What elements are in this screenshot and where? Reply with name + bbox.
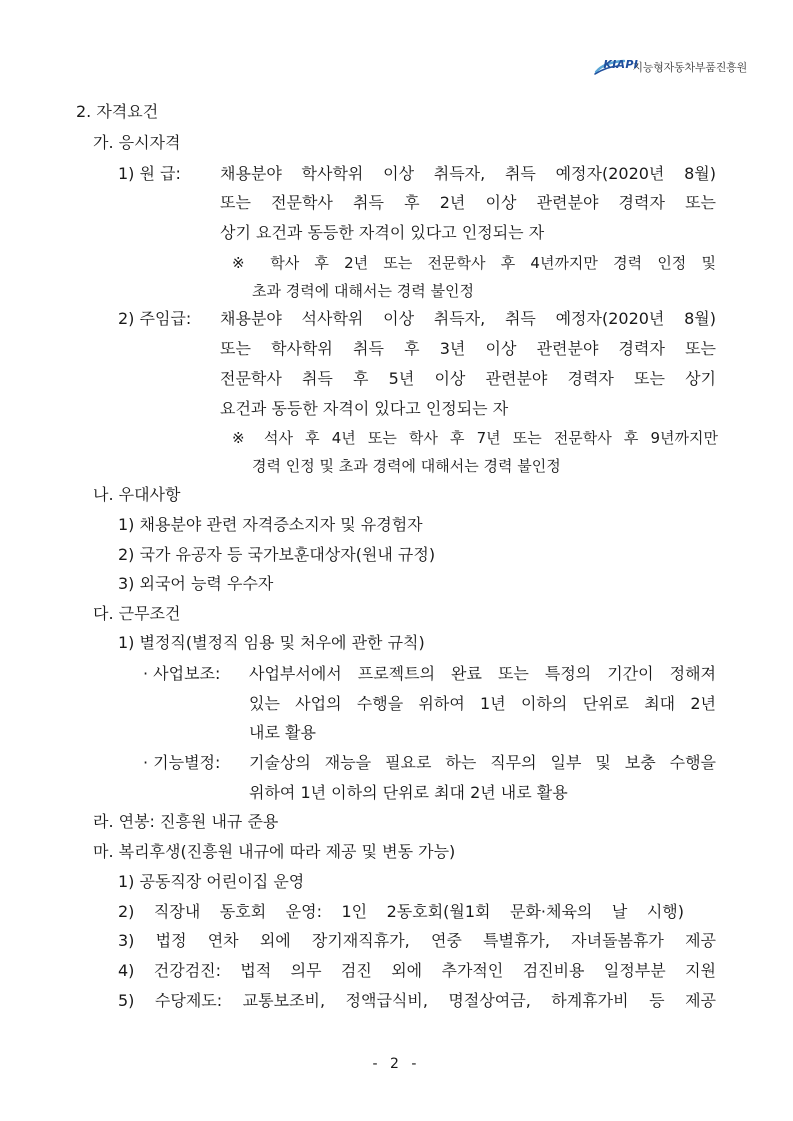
list-item: 3) 외국어 능력 우수자: [118, 574, 274, 593]
reference-note: ※ 학사 후 2년 또는 전문학사 후 4년까지만 경력 인정 및: [232, 254, 716, 272]
reference-note: 경력 인정 및 초과 경력에 대해서는 경력 불인정: [252, 457, 561, 475]
kiapi-logo-mark: [594, 58, 639, 76]
item-text: 있는 사업의 수행을 위하여 1년 이하의 단위로 최대 2년: [249, 694, 716, 713]
list-item: 1) 채용분야 관련 자격증소지자 및 유경험자: [118, 515, 423, 534]
list-item: 1) 별정직(별정직 임용 및 처우에 관한 규칙): [118, 633, 425, 652]
item-text: 또는 전문학사 취득 후 2년 이상 관련분야 경력자 또는: [220, 193, 716, 212]
subsection-heading: 나. 우대사항: [93, 485, 181, 504]
item-label: 2) 주임급:: [118, 309, 192, 328]
list-item: 5) 수당제도: 교통보조비, 정액급식비, 명절상여금, 하계휴가비 등 제공: [118, 991, 716, 1010]
list-item: 1) 공동직장 어린이집 운영: [118, 872, 305, 891]
subsection-heading: 마. 복리후생(진흥원 내규에 따라 제공 및 변동 가능): [93, 842, 456, 861]
item-text: 사업부서에서 프로젝트의 완료 또는 특정의 기간이 정해져: [249, 664, 716, 683]
section-heading: 2. 자격요건: [76, 102, 159, 121]
item-label: · 사업보조:: [143, 664, 221, 683]
list-item: 4) 건강검진: 법적 의무 검진 외에 추가적인 검진비용 일정부분 지원: [118, 961, 716, 980]
item-text: 또는 학사학위 취득 후 3년 이상 관련분야 경력자 또는: [220, 339, 716, 358]
item-text: 요건과 동등한 자격이 있다고 인정되는 자: [220, 399, 509, 418]
list-item: 3) 법정 연차 외에 장기재직휴가, 연중 특별휴가, 자녀돌봄휴가 제공: [118, 931, 716, 950]
item-text: 전문학사 취득 후 5년 이상 관련분야 경력자 또는 상기: [220, 369, 716, 388]
subsection-heading: 가. 응시자격: [93, 133, 181, 152]
page-number: - 2 -: [372, 1056, 421, 1072]
subsection-heading: 다. 근무조건: [93, 604, 181, 623]
item-text: 상기 요건과 동등한 자격이 있다고 인정되는 자: [220, 223, 545, 242]
list-item: 2) 직장내 동호회 운영: 1인 2동호회(월1회 문화·체육의 날 시행): [118, 902, 684, 921]
list-item: 2) 국가 유공자 등 국가보훈대상자(원내 규정): [118, 545, 436, 564]
reference-note: ※ 석사 후 4년 또는 학사 후 7년 또는 전문학사 후 9년까지만: [232, 429, 718, 447]
item-text: 채용분야 석사학위 이상 취득자, 취득 예정자(2020년 8월): [220, 309, 716, 328]
kiapi-logo: [594, 56, 747, 78]
org-name: 지능형자동차부품진흥원: [632, 61, 747, 74]
reference-note: 초과 경력에 대해서는 경력 불인정: [252, 282, 474, 300]
item-text: 내로 활용: [249, 723, 316, 742]
item-label: · 기능별정:: [143, 753, 221, 772]
logo-abbr: KIAPI: [603, 58, 639, 71]
item-text: 기술상의 재능을 필요로 하는 직무의 일부 및 보충 수행을: [249, 753, 716, 772]
item-text: 위하여 1년 이하의 단위로 최대 2년 내로 활용: [249, 783, 568, 802]
item-label: 1) 원 급:: [118, 164, 181, 183]
subsection-heading: 라. 연봉: 진흥원 내규 준용: [93, 812, 279, 831]
item-text: 채용분야 학사학위 이상 취득자, 취득 예정자(2020년 8월): [220, 164, 716, 183]
